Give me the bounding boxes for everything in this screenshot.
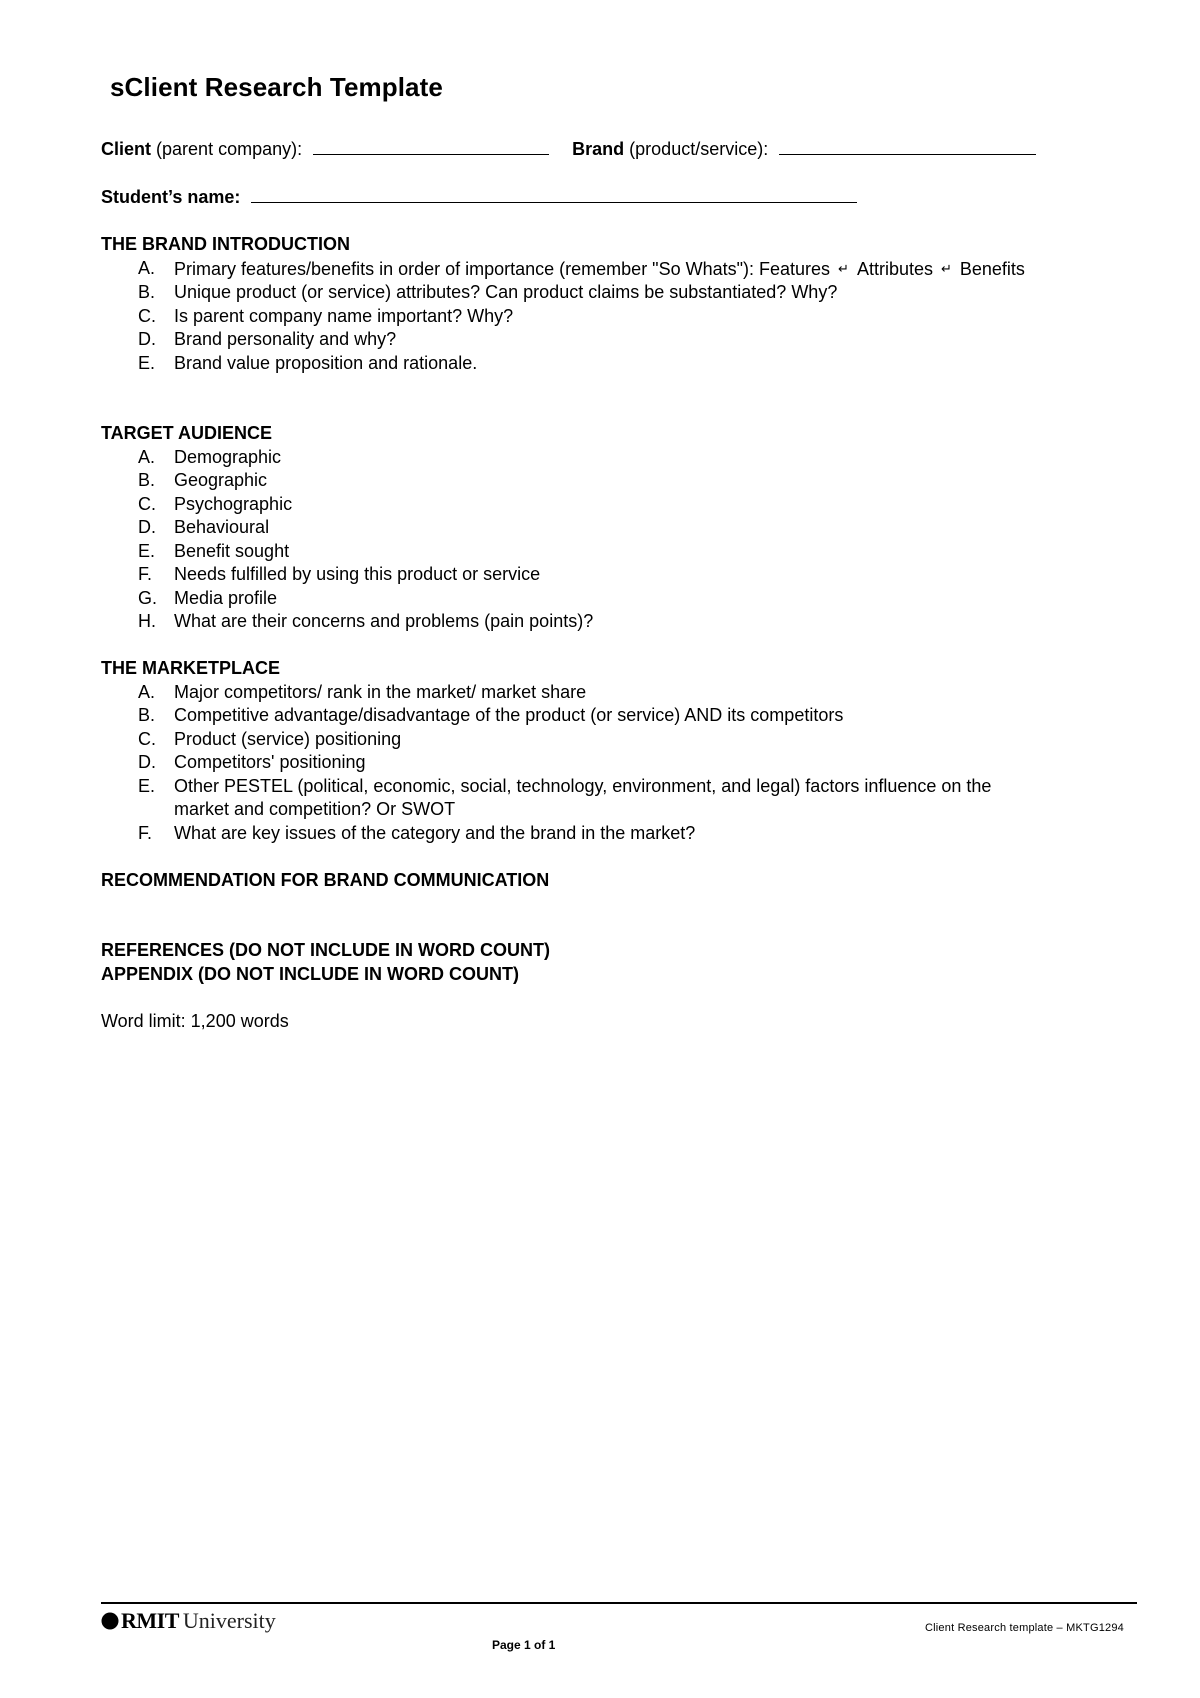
spacer bbox=[101, 162, 1151, 186]
list-text: Unique product (or service) attributes? Can product claims be substantiated? Why? bbox=[174, 282, 838, 302]
list-letter: D. bbox=[138, 517, 156, 537]
client-blank-field[interactable] bbox=[313, 137, 549, 155]
list-letter: F. bbox=[138, 822, 153, 843]
list-letter: D. bbox=[138, 752, 156, 772]
list-text: Other PESTEL (political, economic, social, technology, environment, and legal) factors influence on the bbox=[174, 775, 992, 796]
section-brand-introduction bbox=[101, 233, 1151, 375]
list-letter: H. bbox=[138, 611, 156, 631]
footer-divider bbox=[101, 1602, 1137, 1604]
section-target-audience bbox=[101, 422, 1151, 634]
client-label: Client bbox=[101, 139, 152, 159]
section-heading: TARGET AUDIENCE bbox=[101, 423, 272, 443]
list-item bbox=[101, 446, 1151, 470]
list-item bbox=[101, 257, 1151, 282]
student-blank-field[interactable] bbox=[251, 185, 857, 203]
list-text: Demographic bbox=[174, 446, 282, 467]
rmit-logo bbox=[101, 1608, 276, 1634]
spacer bbox=[101, 892, 1151, 939]
spacer bbox=[101, 634, 1151, 658]
list-item bbox=[101, 728, 1151, 752]
document-body bbox=[101, 137, 1151, 1033]
list-item bbox=[101, 328, 1151, 352]
list-letter: G. bbox=[138, 587, 158, 608]
spacer bbox=[101, 986, 1151, 1010]
student-row bbox=[101, 185, 1151, 210]
arrow-icon: ↵ bbox=[838, 260, 849, 276]
list-text: Competitors' positioning bbox=[174, 752, 366, 772]
list-text: Competitive advantage/disadvantage of the product (or service) AND its competitors bbox=[174, 705, 844, 725]
list-text: What are key issues of the category and the brand in the market? bbox=[174, 822, 696, 843]
list-item bbox=[101, 516, 1151, 540]
recommendation-heading: RECOMMENDATION FOR BRAND COMMUNICATION bbox=[101, 869, 550, 890]
list-letter: F. bbox=[138, 564, 153, 584]
list-letter: A. bbox=[138, 446, 156, 467]
list-item bbox=[101, 352, 1151, 376]
list-item bbox=[101, 469, 1151, 493]
list-text: Primary features/benefits in order of importance (remember "So Whats"): Features bbox=[174, 258, 831, 279]
list-letter: E. bbox=[138, 540, 156, 561]
list-letter: A. bbox=[138, 681, 156, 702]
list-text-mid: Attributes bbox=[856, 258, 933, 279]
brand-hint: (product/service): bbox=[629, 139, 769, 159]
list-item bbox=[101, 563, 1151, 587]
list-text: Media profile bbox=[174, 587, 278, 608]
list-text-end: Benefits bbox=[959, 258, 1025, 279]
spacer bbox=[101, 375, 1151, 422]
document-title: sClient Research Template bbox=[110, 72, 443, 102]
list-item bbox=[101, 610, 1151, 634]
appendix-heading: APPENDIX (DO NOT INCLUDE IN WORD COUNT) bbox=[101, 963, 519, 984]
section-heading: THE BRAND INTRODUCTION bbox=[101, 234, 350, 254]
list-letter: B. bbox=[138, 282, 156, 302]
list-item bbox=[101, 587, 1151, 611]
rmit-logo-mark-icon bbox=[101, 1612, 119, 1630]
list-text: Product (service) positioning bbox=[174, 728, 402, 749]
page-number: Page 1 of 1 bbox=[492, 1638, 556, 1652]
list-item bbox=[101, 540, 1151, 564]
section-heading: THE MARKETPLACE bbox=[101, 658, 280, 678]
list-letter: C. bbox=[138, 493, 156, 514]
section-marketplace bbox=[101, 657, 1151, 845]
brand-blank-field[interactable] bbox=[779, 137, 1036, 155]
footer-course-text: Client Research template – MKTG1294 bbox=[925, 1622, 1124, 1634]
list-item bbox=[101, 751, 1151, 775]
list-text: Is parent company name important? Why? bbox=[174, 305, 514, 326]
list-item bbox=[101, 822, 1151, 846]
target-audience-list bbox=[101, 446, 1151, 634]
references-heading: REFERENCES (DO NOT INCLUDE IN WORD COUNT) bbox=[101, 940, 550, 960]
list-text: Behavioural bbox=[174, 517, 270, 537]
list-letter: B. bbox=[138, 470, 156, 490]
list-item bbox=[101, 281, 1151, 305]
student-label: Student’s name: bbox=[101, 187, 241, 207]
arrow-icon: ↵ bbox=[940, 260, 952, 276]
word-limit: Word limit: 1,200 words bbox=[101, 1010, 289, 1031]
list-text-continued: market and competition? Or SWOT bbox=[174, 799, 456, 819]
list-text: Benefit sought bbox=[174, 540, 290, 561]
list-letter: D. bbox=[138, 329, 156, 349]
list-letter: E. bbox=[138, 352, 156, 373]
list-text: Major competitors/ rank in the market/ market share bbox=[174, 681, 587, 702]
marketplace-list bbox=[101, 681, 1151, 846]
list-text: Brand value proposition and rationale. bbox=[174, 352, 478, 373]
list-text: Needs fulfilled by using this product or service bbox=[174, 564, 541, 584]
list-item bbox=[101, 681, 1151, 705]
list-text: Geographic bbox=[174, 470, 268, 490]
logo-rmit-text: RMIT bbox=[121, 1608, 179, 1633]
list-letter: C. bbox=[138, 305, 156, 326]
spacer bbox=[101, 845, 1151, 869]
client-brand-row bbox=[101, 137, 1151, 162]
spacer bbox=[101, 210, 1151, 234]
list-letter: C. bbox=[138, 728, 156, 749]
list-letter: B. bbox=[138, 705, 156, 725]
logo-university-text: University bbox=[182, 1608, 276, 1633]
brand-intro-list bbox=[101, 257, 1151, 376]
list-item bbox=[101, 305, 1151, 329]
list-text: Psychographic bbox=[174, 493, 293, 514]
list-text: What are their concerns and problems (pain points)? bbox=[174, 611, 594, 631]
brand-label: Brand bbox=[572, 139, 625, 159]
list-item bbox=[101, 775, 1151, 822]
list-text: Brand personality and why? bbox=[174, 329, 397, 349]
list-letter: A. bbox=[138, 257, 156, 278]
client-hint: (parent company): bbox=[156, 139, 303, 159]
list-item bbox=[101, 493, 1151, 517]
list-item bbox=[101, 704, 1151, 728]
list-letter: E. bbox=[138, 775, 156, 796]
